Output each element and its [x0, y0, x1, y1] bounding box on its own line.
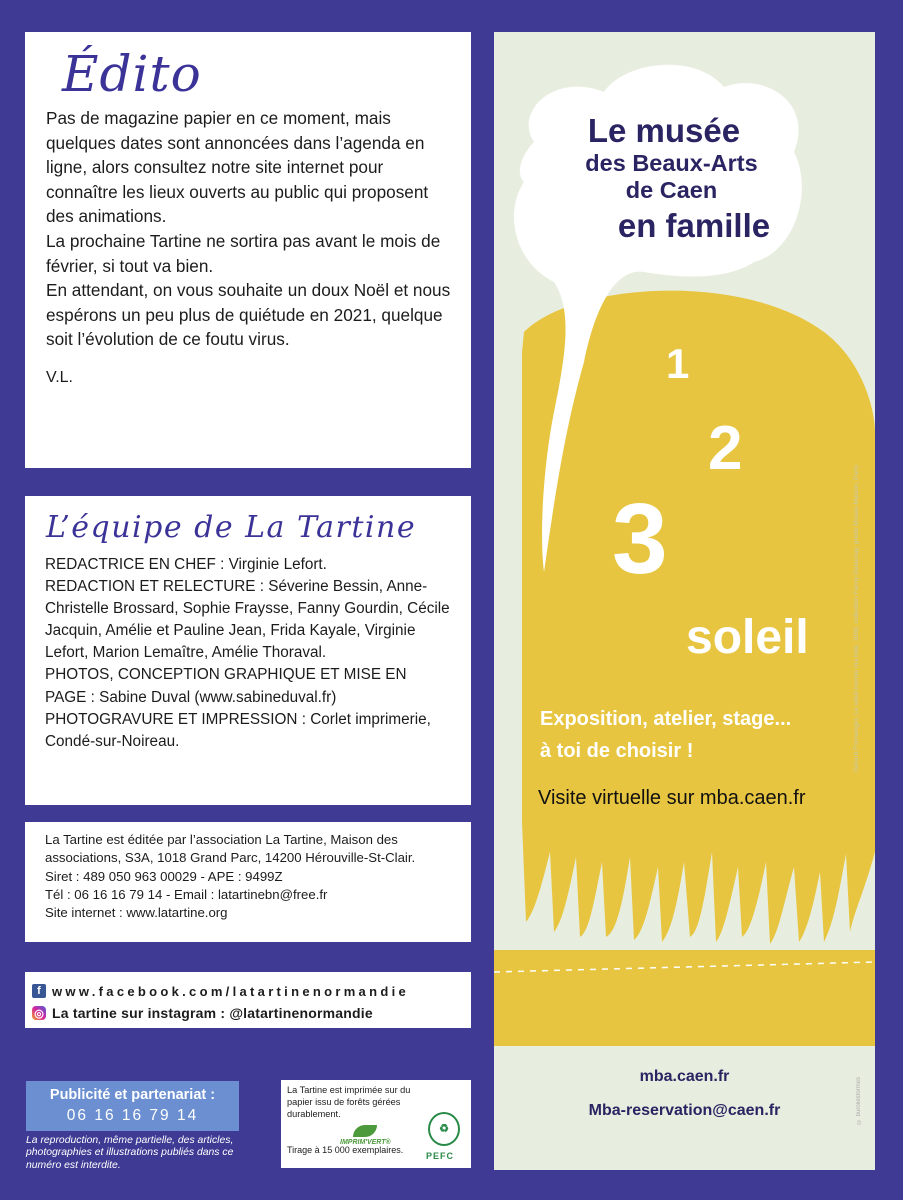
pefc-logo-icon: ♻	[428, 1112, 460, 1146]
advertising-title: Publicité et partenariat :	[49, 1087, 216, 1103]
facebook-link[interactable]	[32, 980, 471, 1002]
poster-title-2: des Beaux-Arts	[585, 150, 758, 176]
team-title: L’équipe de La Tartine	[46, 510, 417, 545]
instagram-icon: ◎	[32, 1006, 46, 1020]
edito-paragraph-1: Pas de magazine papier en ce moment, mais quelques dates sont annoncées dans l’agenda en ligne, alors consultez notre site internet pour connaître les lieux ouverts au public qui proposent des animations.	[46, 108, 429, 227]
countdown-2: 2	[708, 414, 743, 483]
social-links	[25, 972, 471, 1028]
countdown-1: 1	[666, 340, 690, 387]
assoc-contact[interactable]: Tél : 06 16 16 79 14 - Email : latartinebn@free.fr	[45, 886, 328, 902]
assoc-siret: Siret : 489 050 963 00029 - APE : 9499Z	[45, 868, 283, 884]
poster-title-1: Le musée	[587, 112, 741, 149]
facebook-icon: f	[32, 984, 46, 998]
museum-email[interactable]: Mba-reservation@caen.fr	[588, 1102, 781, 1119]
edito-signature: V.L.	[46, 368, 73, 386]
edito-paragraph-2: La prochaine Tartine ne sortira pas avant le mois de février, si tout va bien.	[46, 230, 441, 276]
legal-notice: La reproduction, même partielle, des articles, photographies et illustrations publiés dans ce numéro est interdite.	[26, 1135, 234, 1171]
virtual-visit-link[interactable]: Visite virtuelle sur mba.caen.fr	[538, 787, 806, 809]
edito-title: Édito	[62, 45, 202, 103]
assoc-website[interactable]: Site internet : www.latartine.org	[45, 905, 228, 921]
poster-activities-1: Exposition, atelier, stage...	[540, 708, 792, 730]
leaf-icon	[353, 1125, 377, 1137]
assoc-line-1: La Tartine est éditée par l’association La Tartine, Maison des	[45, 832, 398, 847]
imprimvert-label: IMPRIM'VERT®	[340, 1139, 391, 1146]
print-run: Tirage à 15 000 exemplaires.	[287, 1145, 404, 1155]
museum-website[interactable]: mba.caen.fr	[639, 1068, 730, 1085]
countdown-3: 3	[612, 483, 668, 595]
assoc-line-2: associations, S3A, 1018 Grand Parc, 14200 Hérouville-St-Clair.	[45, 850, 416, 866]
print-paper-text: La Tartine est imprimée sur du papier issu de forêts gérées durablement.	[287, 1085, 411, 1119]
museum-poster	[494, 32, 875, 1170]
yellow-band	[494, 950, 875, 1046]
instagram-handle[interactable]: La tartine sur instagram : @latartinenormandie	[52, 1005, 373, 1021]
poster-activities	[540, 703, 840, 767]
team-print: PHOTOGRAVURE ET IMPRESSION : Corlet imprimerie, Condé-sur-Noireau.	[45, 710, 431, 750]
poster-title-3: de Caen	[625, 177, 718, 203]
edito-section	[25, 32, 471, 468]
print-info	[281, 1080, 471, 1168]
facebook-url[interactable]: www.facebook.com/latartinenormandie	[52, 983, 410, 999]
design-credit: © buroliestormes	[856, 1077, 862, 1125]
advertising-phone: 06 16 16 79 14	[66, 1107, 199, 1124]
team-section	[25, 496, 471, 805]
instagram-link[interactable]	[32, 1002, 471, 1024]
advertising-box	[26, 1081, 239, 1131]
team-writers: REDACTION ET RELECTURE : Séverine Bessin, Anne-Christelle Brossard, Sophie Fraysse, Fanny Gourdin, Cécile Jacquin, Amélie et Pauline Jean, Frida Kayale, Virginie Lefort, Marion Lemaître, Amélie Thoraval.	[45, 578, 450, 662]
team-design: PHOTOS, CONCEPTION GRAPHIQUE ET MISE EN PAGE : Sabine Duval (www.sabineduval.fr)	[45, 666, 407, 706]
poster-activities-2: à toi de choisir !	[540, 740, 694, 762]
poster-soleil: soleil	[686, 611, 809, 664]
team-editor: REDACTRICE EN CHEF : Virginie Lefort.	[45, 556, 327, 573]
association-info	[25, 822, 471, 942]
poster-title-4: en famille	[617, 207, 771, 244]
pefc-label: PEFC	[426, 1151, 455, 1161]
artwork-credit: Gérard Fromanger, Le soleil inonde ma toile, 1966, collection Fanny Delaunay, photo Musée-Maison, Paris	[853, 465, 860, 772]
edito-paragraph-3: En attendant, on vous souhaite un doux Noël et nous espérons un peu plus de quiétude en 2021, quelque soit l’évolution de ce foutu virus.	[46, 280, 451, 350]
